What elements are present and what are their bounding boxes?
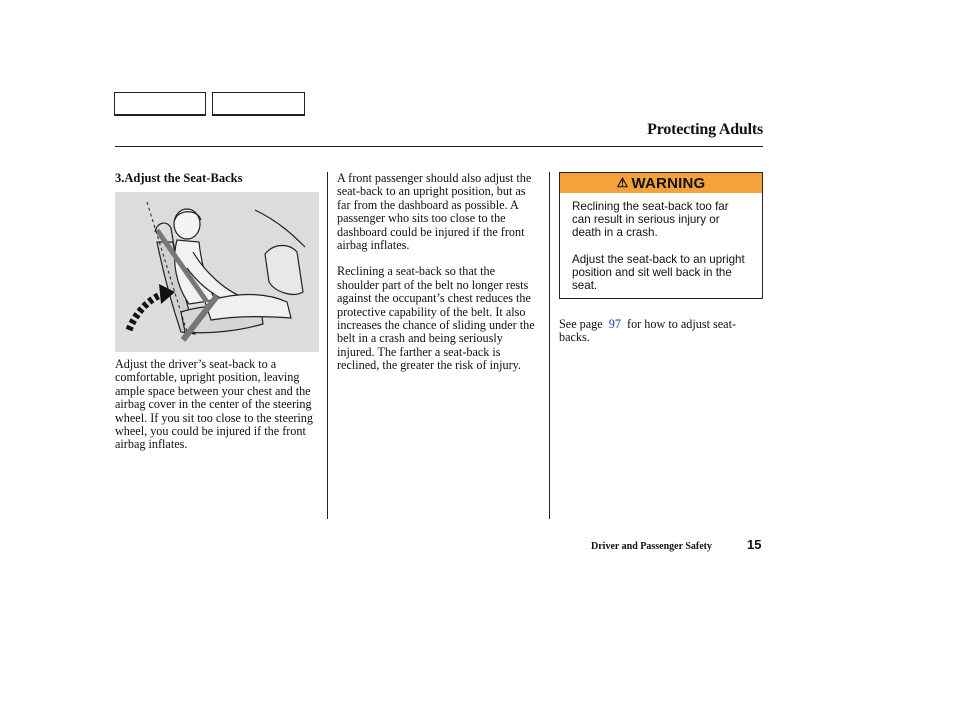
warning-text-1: Reclining the seat-back too far can result in serious injury or death in a crash.: [572, 200, 729, 240]
driver-seat-text: Adjust the driver’s seat-back to a comfortable, upright position, leaving ample space between your chest and the airbag cover in the center of the steering wheel. If you sit too close to the steering wheel, you could be injured if the front airbag inflates.: [115, 357, 313, 452]
warning-text-2: Adjust the seat-back to an upright position and sit well back in the seat.: [572, 252, 745, 293]
recline-risk-text: Reclining a seat-back so that the shoulder part of the belt no longer rests against the occupant’s chest reduces the protective capability of the belt. It also increases the chance of sliding under the belt in a crash and being seriously injured. The farther a seat-back is reclined, the greater the risk of injury.: [337, 264, 535, 373]
column-1: [115, 172, 315, 185]
footer-section: Driver and Passenger Safety: [591, 541, 713, 552]
seat-illustration: [115, 192, 319, 352]
column-divider-1: [327, 172, 328, 519]
nav-tab-2[interactable]: [212, 92, 305, 116]
passenger-seat-text: A front passenger should also adjust the seat-back to an upright position, but as far from the dashboard as possible. A passenger who sits too close to the dashboard could be injured if the front airbag inflates.: [337, 171, 532, 253]
header-rule: [115, 146, 763, 147]
see-page-post: for how to adjust seat-backs.: [559, 317, 737, 345]
page-link[interactable]: 97: [608, 317, 621, 331]
section-heading: 3.Adjust the Seat-Backs: [115, 171, 243, 185]
page-title: Protecting Adults: [647, 121, 763, 138]
column-divider-2: [549, 172, 550, 519]
column-1-body: [115, 358, 315, 452]
nav-tab-1[interactable]: [114, 92, 206, 116]
warning-label: WARNING: [631, 174, 706, 192]
warning-header: [560, 173, 762, 193]
see-page-pre: See page: [559, 317, 603, 331]
see-page-text: [559, 318, 763, 345]
page-number: 15: [747, 537, 762, 552]
warning-triangle-icon: ⚠: [616, 175, 629, 190]
column-3-body: [559, 318, 763, 345]
column-2: [337, 172, 539, 373]
seat-drawing: [115, 192, 319, 352]
warning-body: [560, 193, 762, 292]
warning-box: [559, 172, 763, 299]
